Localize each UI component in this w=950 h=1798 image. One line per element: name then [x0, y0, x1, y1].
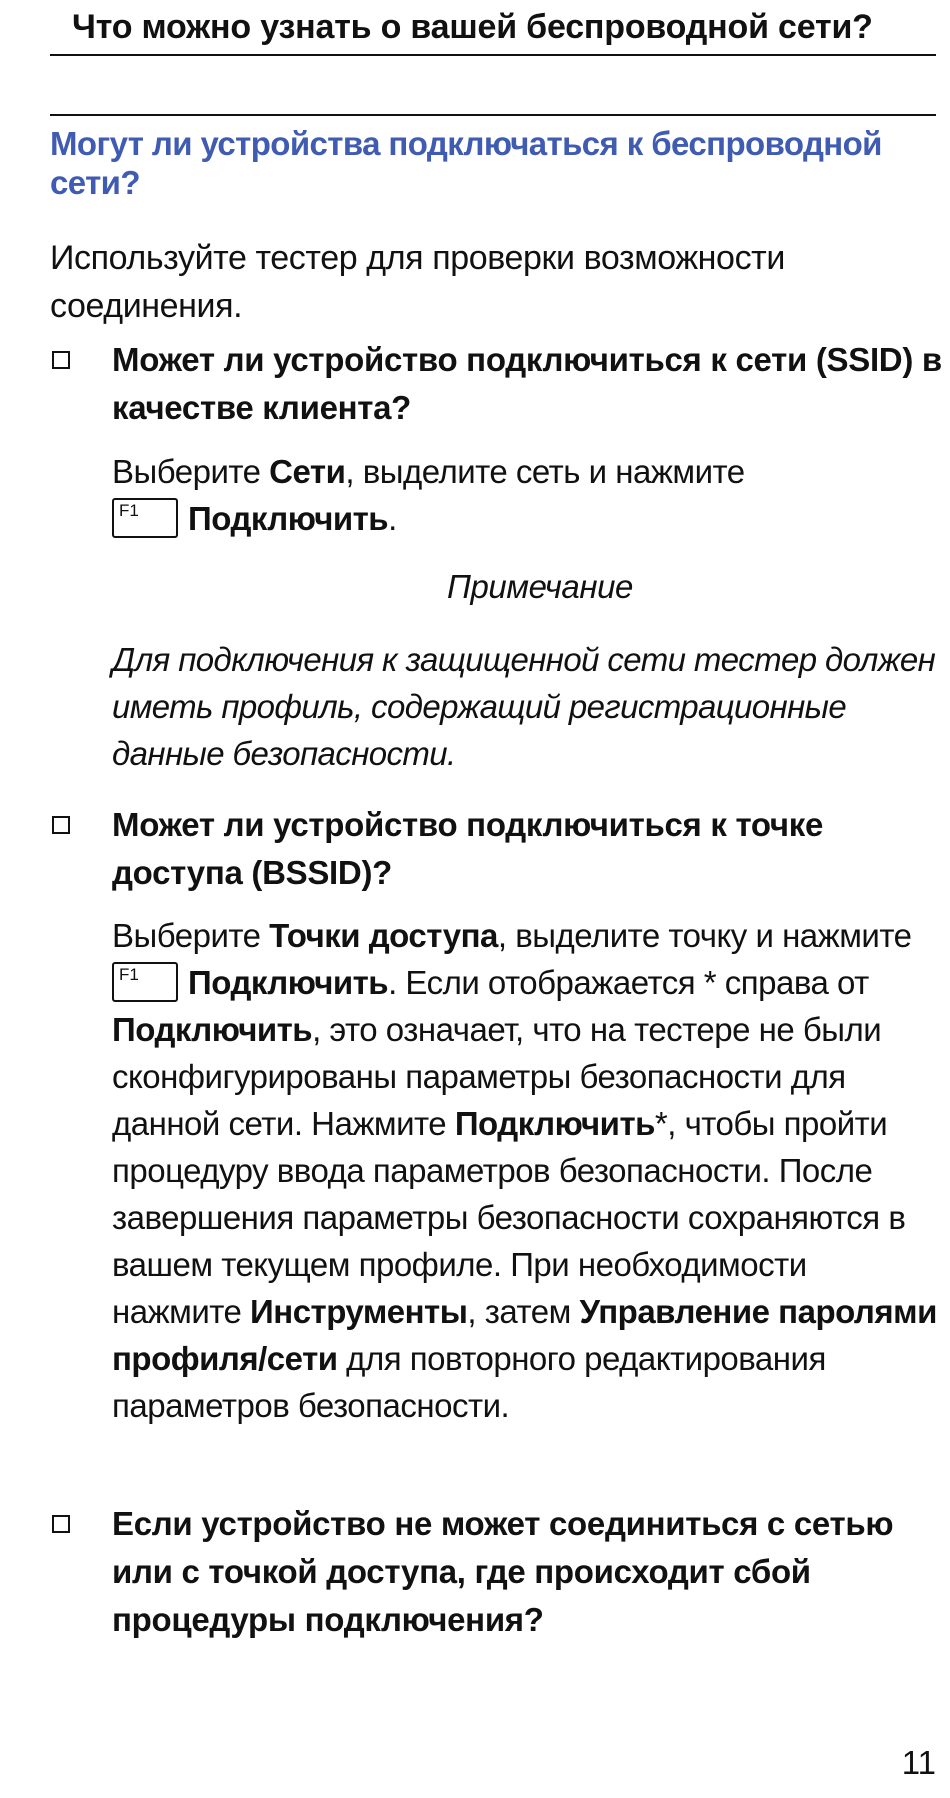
section-divider [50, 114, 936, 116]
answer-text: Выберите [112, 917, 270, 954]
connect-action-label: Подключить [188, 964, 389, 1001]
menu-access-points-label: Точки доступа [269, 917, 498, 954]
menu-networks-label: Сети [269, 453, 346, 490]
connect-action-label: Подключить [112, 1011, 313, 1048]
answer-text: , это означает, что на тестере не были сконфигурированы параметры безопасности для данной сети. Нажмите [112, 1011, 882, 1142]
answer-text: . [388, 500, 397, 537]
connect-action-label: Подключить [454, 1105, 655, 1142]
f1-key-label: F1 [119, 965, 139, 984]
note-text: Для подключения к защищенной сети тестер должен иметь профиль, содержащий регистрационные данные безопасности. [112, 641, 936, 772]
page-header-title: Что можно узнать о вашей беспроводной сети? [72, 8, 873, 46]
answer-text: Выберите [112, 453, 270, 490]
f1-key-icon [112, 962, 178, 1002]
f1-key-label: F1 [119, 501, 139, 520]
answer-ssid-client [112, 448, 942, 542]
note-title: Примечание [446, 568, 634, 605]
menu-tools-label: Инструменты [250, 1293, 468, 1330]
answer-text: , затем [467, 1293, 580, 1330]
answer-text: *, чтобы пройти процедуру ввода параметров безопасности. После завершения параметры безопасности сохраняются в вашем текущем профиле. При необходимости нажмите [112, 1105, 906, 1330]
manual-page [50, 0, 942, 1798]
header-divider [50, 54, 936, 56]
answer-text: для повторного редактирования параметров безопасности. [112, 1340, 826, 1424]
connect-action-label: Подключить [188, 500, 389, 537]
checkbox-icon [52, 351, 70, 369]
menu-password-management-label: Управление паролями профиля/сети [112, 1293, 937, 1377]
answer-text: . Если отображается * справа от [388, 964, 869, 1001]
section-intro: Используйте тестер для проверки возможности соединения. [50, 239, 785, 325]
question-connection-failure: Если устройство не может соединиться с сетью или с точкой доступа, где происходит сбой процедуры подключения? [112, 1505, 894, 1638]
answer-bssid [112, 912, 942, 1429]
checkbox-icon [52, 816, 70, 834]
checkbox-icon [52, 1515, 70, 1533]
question-bssid: Может ли устройство подключиться к точке доступа (BSSID)? [112, 806, 824, 891]
page-number: 11 [901, 1744, 936, 1781]
answer-text: , выделите точку и нажмите [497, 917, 912, 954]
answer-text: , выделите сеть и нажмите [345, 453, 745, 490]
question-ssid-client: Может ли устройство подключиться к сети (SSID) в качестве клиента? [112, 341, 942, 426]
section-heading: Могут ли устройства подключаться к беспроводной сети? [50, 125, 882, 201]
f1-key-icon [112, 498, 178, 538]
